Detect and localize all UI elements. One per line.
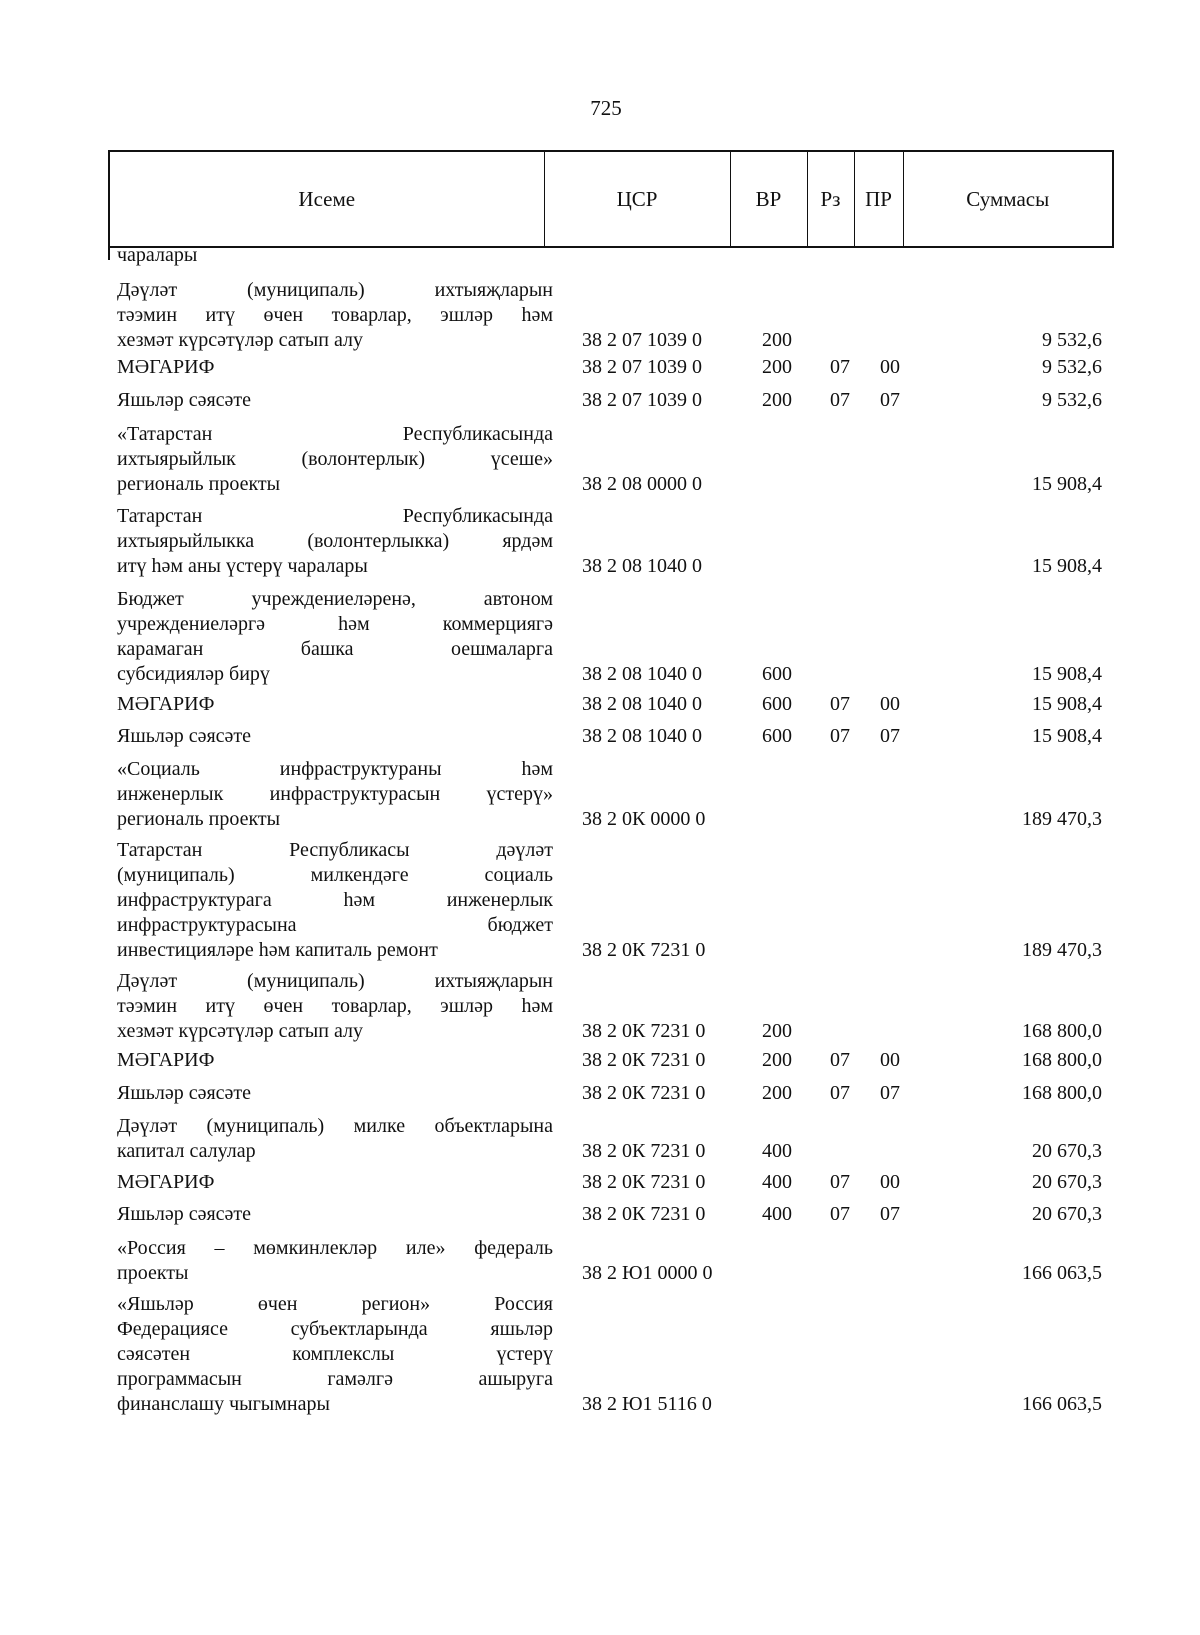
row-name-line: ихтыярыйлыкка (волонтерлыкка) ярдәм [117, 530, 553, 552]
row-sum: 168 800,0 [1022, 1049, 1102, 1071]
row-name-line: ихтыярыйлык (волонтерлык) үсеше» [117, 448, 553, 470]
row-csr: 38 2 08 1040 0 [582, 555, 702, 577]
row-name-line: «Россия – мөмкинлекләр иле» федераль [117, 1237, 553, 1259]
table-row [0, 1048, 1200, 1073]
table-row [0, 355, 1200, 380]
row-name [117, 355, 553, 380]
row-name [117, 504, 553, 579]
row-rz: 07 [830, 1049, 850, 1071]
table-row [0, 1202, 1200, 1227]
row-name-line: МӘГАРИФ [117, 693, 215, 715]
row-name-line: инфраструктурасына бюджет [117, 914, 553, 936]
row-vr: 400 [762, 1171, 792, 1193]
row-csr: 38 2 08 1040 0 [582, 725, 702, 747]
row-name-line: МӘГАРИФ [117, 356, 215, 378]
table-header [108, 150, 1114, 248]
row-name-line: карамаган башка оешмаларга [117, 638, 553, 660]
row-name [117, 1292, 553, 1417]
row-name-line: тәэмин итү өчен товарлар, эшләр һәм [117, 995, 553, 1017]
row-vr: 200 [762, 1082, 792, 1104]
row-name-line: региональ проекты [117, 808, 281, 830]
row-name-line: Яшьләр сәясәте [117, 725, 252, 747]
row-name [117, 1114, 553, 1164]
row-name-line: МӘГАРИФ [117, 1171, 215, 1193]
row-sum: 15 908,4 [1032, 725, 1102, 747]
row-name-line: МӘГАРИФ [117, 1049, 215, 1071]
row-vr: 200 [762, 1020, 792, 1042]
row-pr: 07 [880, 389, 900, 411]
row-name [117, 1202, 553, 1227]
table-row [0, 422, 1200, 497]
row-name [117, 1081, 553, 1106]
row-name-line: учреждениеләргә һәм коммерциягә [117, 613, 553, 635]
row-sum: 9 532,6 [1042, 356, 1102, 378]
row-vr: 400 [762, 1203, 792, 1225]
row-csr: 38 2 0К 7231 0 [582, 1082, 706, 1104]
row-rz: 07 [830, 1171, 850, 1193]
row-csr: 38 2 0К 7231 0 [582, 939, 706, 961]
row-csr: 38 2 07 1039 0 [582, 389, 702, 411]
table-row [0, 1292, 1200, 1417]
row-sum: 15 908,4 [1032, 693, 1102, 715]
row-name-line: финанслашу чыгымнары [117, 1393, 330, 1415]
row-sum: 189 470,3 [1022, 808, 1102, 830]
row-sum: 15 908,4 [1032, 663, 1102, 685]
row-vr: 200 [762, 329, 792, 351]
row-csr: 38 2 08 1040 0 [582, 663, 702, 685]
row-csr: 38 2 Ю1 5116 0 [582, 1393, 712, 1415]
row-pr: 00 [880, 693, 900, 715]
row-vr: 400 [762, 1140, 792, 1162]
row-name-line: инфраструктурага һәм инженерлык [117, 889, 553, 911]
row-name-line: Яшьләр сәясәте [117, 1203, 252, 1225]
row-csr: 38 2 0К 7231 0 [582, 1203, 706, 1225]
row-sum: 15 908,4 [1032, 473, 1102, 495]
row-csr: 38 2 0К 7231 0 [582, 1140, 706, 1162]
table-row [0, 504, 1200, 579]
table-row [0, 278, 1200, 353]
row-pr: 00 [880, 356, 900, 378]
row-sum: 166 063,5 [1022, 1262, 1102, 1284]
row-name-line: Татарстан Республикасы дәүләт [117, 839, 553, 861]
row-sum: 20 670,3 [1032, 1140, 1102, 1162]
row-name-line: Яшьләр сәясәте [117, 1082, 252, 1104]
table-row [0, 1114, 1200, 1164]
row-name-line: итү һәм аны үстерү чаралары [117, 555, 368, 577]
row-name-line: Татарстан Республикасында [117, 505, 553, 527]
row-csr: 38 2 0К 7231 0 [582, 1020, 706, 1042]
column-header-vr: ВР [730, 151, 807, 247]
row-name [117, 422, 553, 497]
row-sum: 166 063,5 [1022, 1393, 1102, 1415]
row-name [117, 1236, 553, 1286]
row-name [117, 587, 553, 687]
row-rz: 07 [830, 725, 850, 747]
row-name [117, 838, 553, 963]
row-name-line: Яшьләр сәясәте [117, 389, 252, 411]
table-row [0, 587, 1200, 687]
row-name [117, 1170, 553, 1195]
row-name-line: тәэмин итү өчен товарлар, эшләр һәм [117, 304, 553, 326]
row-sum: 20 670,3 [1032, 1203, 1102, 1225]
row-name-line: «Яшьләр өчен регион» Россия [117, 1293, 553, 1315]
row-name-line: Дәүләт (муниципаль) милке объектларына [117, 1115, 553, 1137]
table-row [0, 724, 1200, 749]
row-name [117, 692, 553, 717]
row-name-line: инвестицияләре һәм капиталь ремонт [117, 939, 438, 961]
row-csr: 38 2 07 1039 0 [582, 356, 702, 378]
row-pr: 07 [880, 1203, 900, 1225]
row-csr: 38 2 0К 7231 0 [582, 1049, 706, 1071]
row-vr: 600 [762, 725, 792, 747]
table-row [0, 1170, 1200, 1195]
row-name [117, 388, 553, 413]
row-name-line: Бюджет учреждениеләренә, автоном [117, 588, 553, 610]
row-name-line: хезмәт күрсәтүләр сатып алу [117, 329, 363, 351]
table-row [0, 388, 1200, 413]
row-csr: 38 2 07 1039 0 [582, 329, 702, 351]
row-pr: 00 [880, 1049, 900, 1071]
row-csr: 38 2 08 1040 0 [582, 693, 702, 715]
table-row [0, 1081, 1200, 1106]
row-name-line: «Татарстан Республикасында [117, 423, 553, 445]
table-row [0, 692, 1200, 717]
row-name-line: хезмәт күрсәтүләр сатып алу [117, 1020, 363, 1042]
row-sum: 168 800,0 [1022, 1082, 1102, 1104]
row-name [117, 969, 553, 1044]
row-name-line: субсидияләр бирү [117, 663, 270, 685]
table-row [0, 243, 1200, 268]
row-pr: 07 [880, 725, 900, 747]
row-rz: 07 [830, 1082, 850, 1104]
table-row [0, 1236, 1200, 1286]
row-name-line: инженерлык инфраструктурасын үстерү» [117, 783, 553, 805]
row-name-line: Федерациясе субъектларында яшьләр [117, 1318, 553, 1340]
row-csr: 38 2 0К 0000 0 [582, 808, 706, 830]
column-header-sum: Суммасы [903, 151, 1113, 247]
row-name-line: Дәүләт (муниципаль) ихтыяҗларын [117, 279, 553, 301]
table-row [0, 838, 1200, 963]
row-name-line: программасын гамәлгә ашыруга [117, 1368, 553, 1390]
row-sum: 9 532,6 [1042, 329, 1102, 351]
table-row [0, 757, 1200, 832]
table-row [0, 969, 1200, 1044]
column-header-pr: ПР [854, 151, 903, 247]
row-vr: 600 [762, 663, 792, 685]
page-number: 725 [590, 96, 622, 120]
row-rz: 07 [830, 356, 850, 378]
row-vr: 600 [762, 693, 792, 715]
row-name-line: (муниципаль) милкендәге социаль [117, 864, 553, 886]
row-name [117, 724, 553, 749]
row-name-line: Дәүләт (муниципаль) ихтыяҗларын [117, 970, 553, 992]
row-sum: 189 470,3 [1022, 939, 1102, 961]
row-sum: 20 670,3 [1032, 1171, 1102, 1193]
row-sum: 9 532,6 [1042, 389, 1102, 411]
column-header-name: Исеме [109, 151, 544, 247]
row-rz: 07 [830, 389, 850, 411]
row-name-line: региональ проекты [117, 473, 281, 495]
row-pr: 00 [880, 1171, 900, 1193]
column-header-csr: ЦСР [544, 151, 730, 247]
row-name [117, 243, 553, 268]
row-name-line: сәясәтен комплекслы үстерү [117, 1343, 553, 1365]
row-rz: 07 [830, 1203, 850, 1225]
row-csr: 38 2 Ю1 0000 0 [582, 1262, 713, 1284]
row-pr: 07 [880, 1082, 900, 1104]
row-vr: 200 [762, 356, 792, 378]
row-name-line: капитал салулар [117, 1140, 256, 1162]
row-vr: 200 [762, 1049, 792, 1071]
row-name-line: чаралары [117, 244, 198, 266]
row-rz: 07 [830, 693, 850, 715]
row-csr: 38 2 08 0000 0 [582, 473, 702, 495]
row-sum: 15 908,4 [1032, 555, 1102, 577]
row-vr: 200 [762, 389, 792, 411]
row-name [117, 1048, 553, 1073]
row-name [117, 278, 553, 353]
row-name [117, 757, 553, 832]
row-csr: 38 2 0К 7231 0 [582, 1171, 706, 1193]
row-name-line: «Социаль инфраструктураны һәм [117, 758, 553, 780]
column-header-rz: Рз [807, 151, 854, 247]
row-name-line: проекты [117, 1262, 189, 1284]
row-sum: 168 800,0 [1022, 1020, 1102, 1042]
